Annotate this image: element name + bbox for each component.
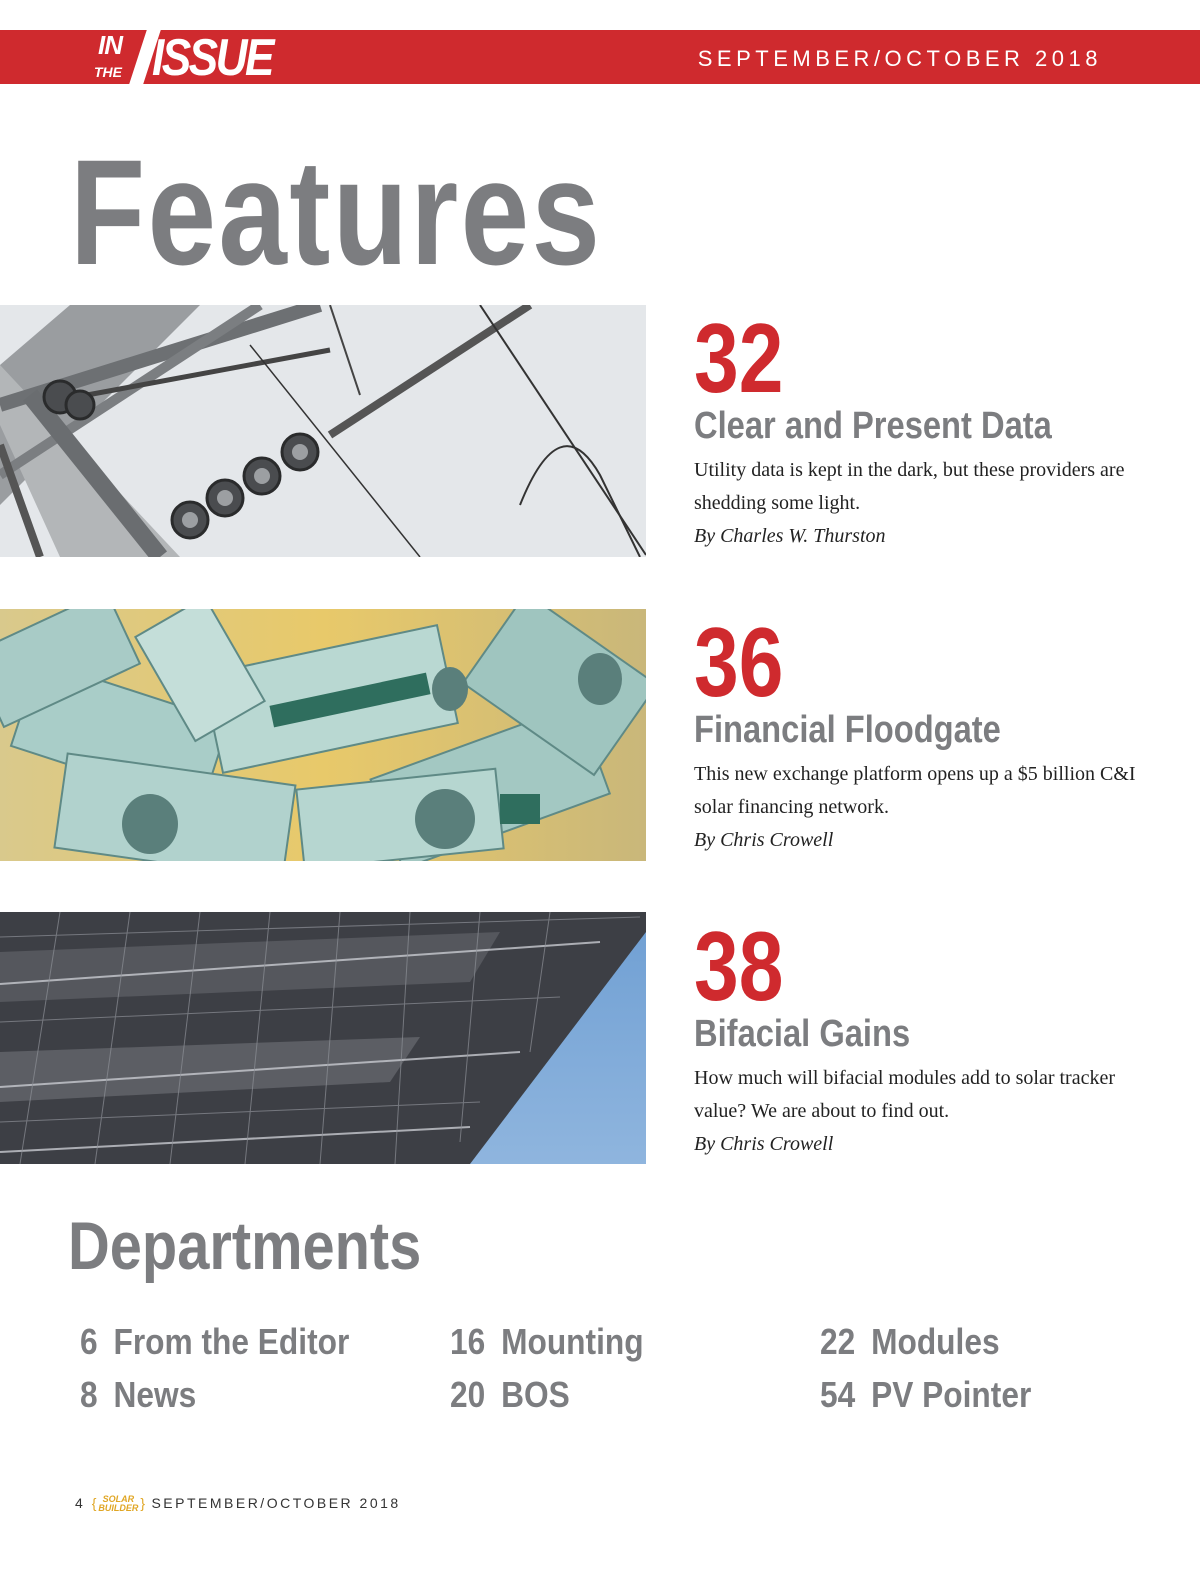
feature-item bbox=[694, 607, 1154, 857]
logo-in-text: IN bbox=[98, 30, 122, 60]
logo-issue-text: ISSUE bbox=[152, 29, 272, 87]
footer-date: SEPTEMBER/OCTOBER 2018 bbox=[151, 1495, 401, 1511]
page-footer bbox=[75, 1494, 401, 1513]
feature-author: By Charles W. Thurston bbox=[694, 525, 886, 547]
features-heading: Features bbox=[70, 128, 603, 296]
issue-banner bbox=[0, 29, 1200, 87]
department-page: 8 bbox=[80, 1374, 98, 1415]
footer-brace-close: } bbox=[140, 1495, 146, 1511]
hundred-dollar-bills-photo bbox=[0, 609, 646, 861]
logo-the-text: THE bbox=[94, 64, 122, 80]
feature-author: By Chris Crowell bbox=[694, 829, 834, 851]
banner-date: SEPTEMBER/OCTOBER 2018 bbox=[697, 46, 1102, 71]
power-line-insulators-photo bbox=[0, 305, 646, 557]
department-page: 22 bbox=[820, 1321, 856, 1362]
department-item bbox=[450, 1375, 570, 1415]
department-label: News bbox=[113, 1374, 197, 1415]
department-label: PV Pointer bbox=[871, 1374, 1032, 1415]
feature-description: Utility data is kept in the dark, but these providers are shedding some light. bbox=[694, 459, 1125, 514]
feature-description: How much will bifacial modules add to solar tracker value? We are about to find out. bbox=[694, 1067, 1115, 1122]
departments-heading: Departments bbox=[68, 1208, 422, 1284]
feature-page-number: 32 bbox=[694, 303, 784, 413]
department-page: 54 bbox=[820, 1374, 856, 1415]
feature-title: Bifacial Gains bbox=[694, 1013, 911, 1055]
department-label: BOS bbox=[501, 1374, 570, 1415]
feature-item bbox=[694, 303, 1154, 553]
department-item bbox=[80, 1322, 349, 1362]
logo-top-text: SOLAR bbox=[102, 1494, 135, 1505]
footer-brace-open: { bbox=[91, 1495, 97, 1511]
in-the-issue-logo bbox=[90, 29, 330, 87]
department-label: Modules bbox=[871, 1321, 1000, 1362]
feature-title: Clear and Present Data bbox=[694, 405, 1052, 447]
department-page: 16 bbox=[450, 1321, 486, 1362]
department-item bbox=[80, 1375, 196, 1415]
feature-title: Financial Floodgate bbox=[694, 709, 1001, 751]
department-item bbox=[450, 1322, 644, 1362]
department-page: 6 bbox=[80, 1321, 98, 1362]
department-item bbox=[820, 1322, 1000, 1362]
solar-builder-logo bbox=[98, 1495, 138, 1513]
feature-item bbox=[694, 911, 1154, 1161]
feature-image-power-lines bbox=[0, 305, 646, 557]
department-page: 20 bbox=[450, 1374, 486, 1415]
feature-page-number: 38 bbox=[694, 911, 784, 1021]
department-item bbox=[820, 1375, 1031, 1415]
department-label: Mounting bbox=[501, 1321, 644, 1362]
feature-author: By Chris Crowell bbox=[694, 1133, 834, 1155]
logo-bottom-text: BUILDER bbox=[98, 1503, 139, 1514]
solar-panel-underside-photo bbox=[0, 912, 646, 1164]
feature-description: This new exchange platform opens up a $5 billion C&I solar financing network. bbox=[694, 763, 1136, 818]
footer-page-number: 4 bbox=[75, 1495, 86, 1511]
department-label: From the Editor bbox=[113, 1321, 350, 1362]
feature-image-money bbox=[0, 609, 646, 861]
feature-image-solar-panels bbox=[0, 912, 646, 1164]
feature-page-number: 36 bbox=[694, 607, 784, 717]
